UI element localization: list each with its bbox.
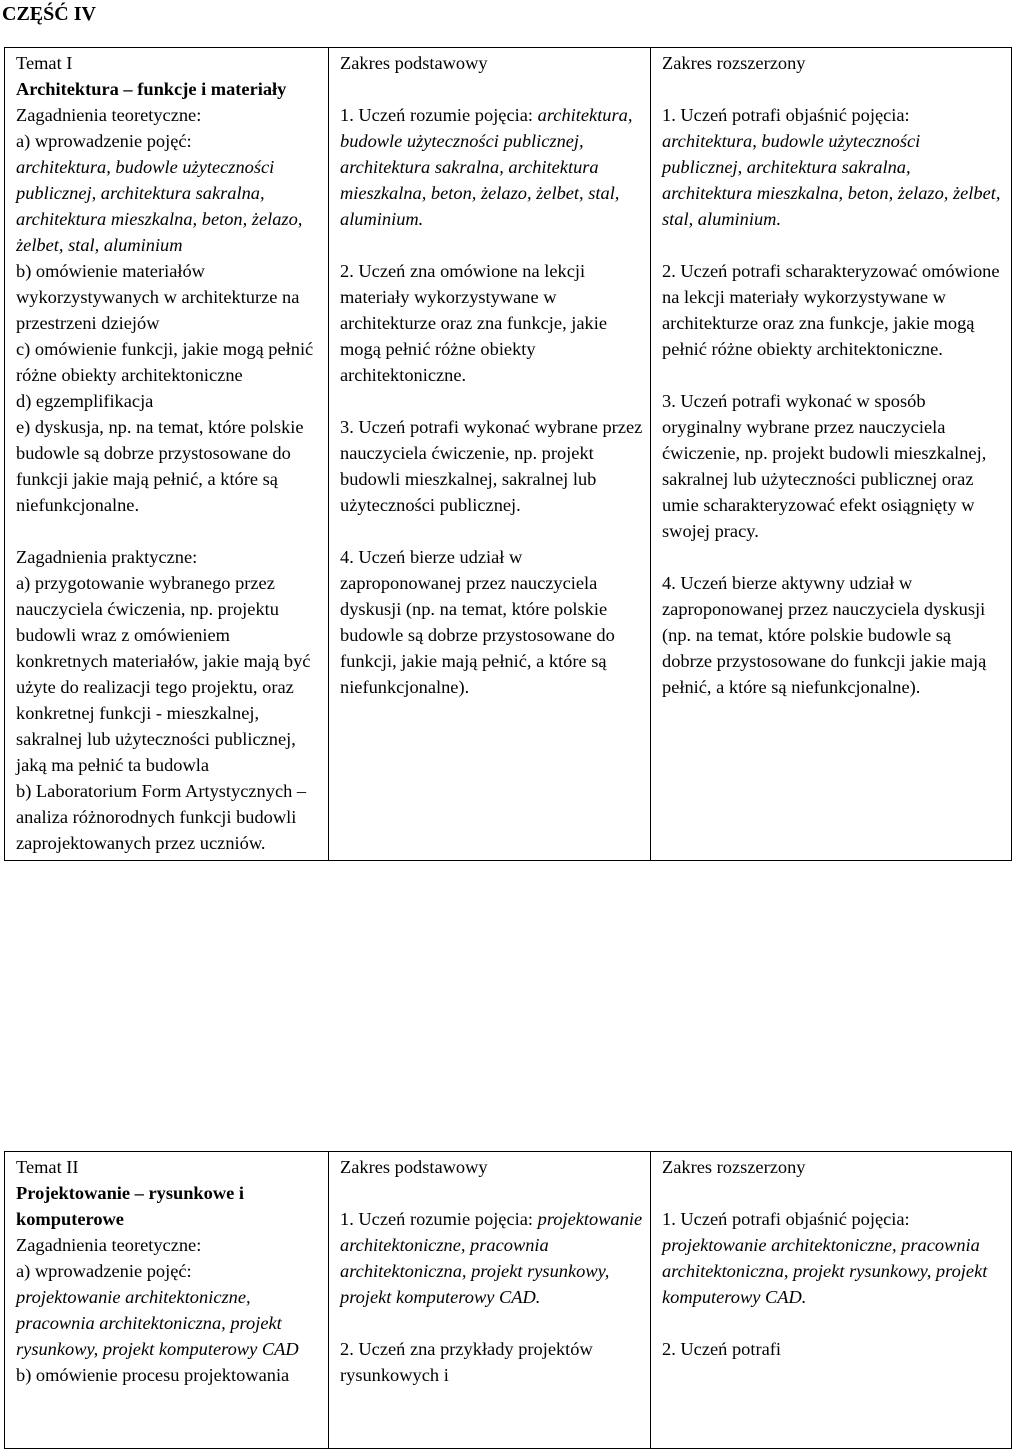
syllabus-table-topic-2 [4,1151,1012,1449]
theory-item: b) omówienie materiałów wykorzystywanych w architekturze na przestrzeni dziejów [16,261,300,333]
topic-title: Projektowanie – rysunkowe i komputerowe [16,1183,245,1229]
theory-item: d) egzemplifikacja [16,391,154,411]
theory-terms: architektura, budowle użyteczności publicznej, architektura sakralna, architektura mieszkalna, beton, żelazo, żelbet, stal, aluminium [16,157,303,255]
extended-scope-list [662,102,1005,700]
table-row [5,48,1012,861]
outcome-lead: 2. Uczeń zna omówione na lekcji materiały wykorzystywane w architekturze oraz zna funkcje, jakie mogą pełnić różne obiekty architektoniczne. [340,261,608,385]
outcome-item [340,102,644,232]
outcome-item [340,1336,644,1388]
theory-terms: projektowanie architektoniczne, pracownia architektoniczna, projekt rysunkowy, projekt komputerowy CAD [16,1287,299,1359]
outcome-terms: architektura, budowle użyteczności publicznej, architektura sakralna, architektura mieszkalna, beton, żelazo, żelbet, stal, aluminium. [662,131,1001,229]
theory-item: b) omówienie procesu projektowania [16,1365,290,1385]
outcome-lead: 1. Uczeń potrafi objaśnić pojęcia: [662,1209,910,1229]
topic-label: Temat I [16,53,73,73]
practice-item: a) przygotowanie wybranego przez nauczyciela ćwiczenia, np. projektu budowli wraz z omówieniem konkretnych materiałów, jakie mają być użyte do realizacji tego projektu, oraz konkretnej funkcji - mieszkalnej, sakralnej lub użyteczności publicznej, jaką ma pełnić ta budowla [16,573,311,775]
outcome-item [662,102,1005,232]
extended-scope-heading: Zakres rozszerzony [662,53,806,73]
basic-scope-list [340,1206,644,1388]
basic-scope-column [329,48,651,861]
topic-column [5,1152,329,1449]
outcome-lead: 1. Uczeń potrafi objaśnić pojęcia: [662,105,910,125]
outcome-item [340,544,644,700]
outcome-item [340,258,644,388]
practice-heading: Zagadnienia praktyczne: [16,547,198,567]
theory-heading: Zagadnienia teoretyczne: [16,1235,202,1255]
outcome-item [662,1206,1005,1310]
theory-item: a) wprowadzenie pojęć: [16,1261,192,1281]
outcome-item [662,1336,1005,1362]
outcome-lead: 1. Uczeń rozumie pojęcia: [340,105,534,125]
practice-item: b) Laboratorium Form Artystycznych – analiza różnorodnych funkcji budowli zaprojektowanych przez uczniów. [16,781,307,853]
outcome-lead: 2. Uczeń potrafi [662,1339,781,1359]
outcome-terms: projektowanie architektoniczne, pracownia architektoniczna, projekt rysunkowy, projekt komputerowy CAD. [340,1209,643,1307]
syllabus-table-topic-1 [4,47,1012,861]
outcome-terms: projektowanie architektoniczne, pracownia architektoniczna, projekt rysunkowy, projekt komputerowy CAD. [662,1235,988,1307]
outcome-lead: 4. Uczeń bierze udział w zaproponowanej przez nauczyciela dyskusji (np. na temat, które polskie budowle są dobrze przystosowane do funkcji, jakie mają pełnić, a które są niefunkcjonalne). [340,547,615,697]
outcome-lead: 2. Uczeń potrafi scharakteryzować omówione na lekcji materiały wykorzystywane w architekturze oraz zna funkcje, jakie mogą pełnić różne obiekty architektoniczne. [662,261,1000,359]
extended-scope-column [651,1152,1012,1449]
table-row [5,1152,1012,1449]
outcome-lead: 2. Uczeń zna przykłady projektów rysunkowych i [340,1339,593,1385]
topic-column [5,48,329,861]
basic-scope-heading: Zakres podstawowy [340,1157,488,1177]
outcome-lead: 4. Uczeń bierze aktywny udział w zaproponowanej przez nauczyciela dyskusji (np. na temat, które polskie budowle są dobrze przystosowane do funkcji jakie mają pełnić, a które są niefunkcjonalne). [662,573,987,697]
topic-label: Temat II [16,1157,79,1177]
extended-scope-column [651,48,1012,861]
outcome-item [340,414,644,518]
outcome-lead: 1. Uczeń rozumie pojęcia: [340,1209,534,1229]
theory-item: a) wprowadzenie pojęć: [16,131,192,151]
basic-scope-heading: Zakres podstawowy [340,53,488,73]
basic-scope-column [329,1152,651,1449]
extended-scope-list [662,1206,1005,1362]
theory-item: e) dyskusja, np. na temat, które polskie budowle są dobrze przystosowane do funkcji jakie mają pełnić, a które są niefunkcjonalne. [16,417,304,515]
extended-scope-heading: Zakres rozszerzony [662,1157,806,1177]
outcome-terms: architektura, budowle użyteczności publicznej, architektura sakralna, architektura mieszkalna, beton, żelazo, żelbet, stal, aluminium. [340,105,633,229]
basic-scope-list [340,102,644,700]
outcome-item [340,1206,644,1310]
theory-heading: Zagadnienia teoretyczne: [16,105,202,125]
topic-title: Architektura – funkcje i materiały [16,79,287,99]
theory-item: c) omówienie funkcji, jakie mogą pełnić różne obiekty architektoniczne [16,339,314,385]
outcome-item [662,258,1005,362]
outcome-lead: 3. Uczeń potrafi wykonać wybrane przez nauczyciela ćwiczenie, np. projekt budowli mieszkalnej, sakralnej lub użyteczności publicznej. [340,417,643,515]
outcome-item [662,570,1005,700]
part-title: CZĘŚĆ IV [2,3,96,25]
outcome-lead: 3. Uczeń potrafi wykonać w sposób oryginalny wybrane przez nauczyciela ćwiczenie, np. projekt budowli mieszkalnej, sakralnej lub użyteczności publicznej oraz umie scharakteryzować efekt osiągnięty w swojej pracy. [662,391,987,541]
outcome-item [662,388,1005,544]
